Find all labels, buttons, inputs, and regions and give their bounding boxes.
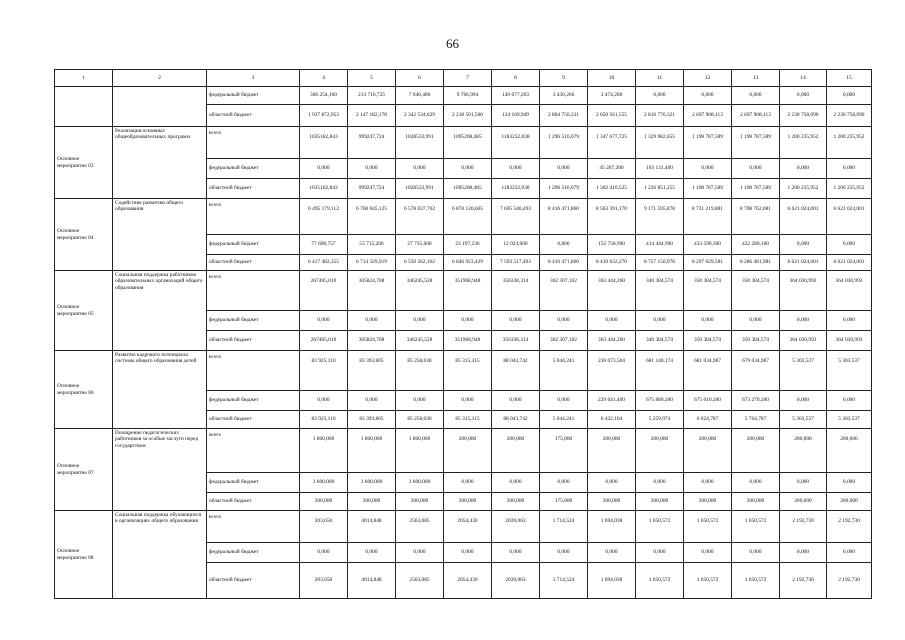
value-cell: 364 030,993 [780, 271, 827, 311]
value-cell: 340 384,574 [636, 271, 684, 311]
value-cell: 83 925,110 [300, 411, 348, 429]
value-cell: 1 600,000 [396, 473, 444, 493]
value-cell: 0,000 [300, 311, 348, 331]
value-cell: 1 198 787,589 [684, 179, 732, 199]
value-cell: 0,000 [827, 543, 872, 563]
value-cell: 0,000 [780, 311, 827, 331]
value-cell: 1 714,524 [540, 563, 588, 599]
value-cell: 0,000 [732, 473, 780, 493]
value-cell: 351968,948 [444, 271, 492, 311]
value-cell: 1 800,000 [300, 429, 348, 473]
value-cell: 0,000 [827, 235, 872, 255]
column-header: 2 [113, 70, 207, 87]
value-cell: 7 593 517,493 [492, 255, 540, 271]
budget-table [54, 69, 872, 599]
value-cell: 0,000 [540, 235, 588, 255]
source-label-regional: областной бюджет [207, 179, 300, 199]
value-cell: 53 715,206 [348, 235, 396, 255]
value-cell: 356338,314 [492, 271, 540, 311]
value-cell: 0,000 [827, 473, 872, 493]
source-label-total: всего [207, 199, 300, 235]
measure-title: Основное мероприятие 07 [55, 429, 113, 511]
source-label-federal: федеральный бюджет [207, 543, 300, 563]
value-cell: 0,000 [444, 473, 492, 493]
value-cell: 23 197,236 [444, 235, 492, 255]
value-cell: 340 384,574 [636, 331, 684, 351]
value-cell: 83 393,805 [348, 351, 396, 391]
value-cell: 0,000 [684, 543, 732, 563]
value-cell: 200,000 [492, 493, 540, 511]
column-header: 10 [588, 70, 636, 87]
value-cell: 83 393,805 [348, 411, 396, 429]
value-cell: 200,000 [780, 429, 827, 473]
value-cell: 362 307,102 [540, 331, 588, 351]
source-label-federal: федеральный бюджет [207, 159, 300, 179]
value-cell: 1 694,038 [588, 511, 636, 543]
value-cell: 675 010,200 [684, 391, 732, 411]
value-cell: 364 030,993 [780, 331, 827, 351]
column-header: 11 [636, 70, 684, 87]
value-cell: 9 171 595,878 [636, 199, 684, 235]
value-cell: 27 735,600 [396, 235, 444, 255]
source-label-regional: областной бюджет [207, 563, 300, 599]
value-cell: 422 280,100 [732, 235, 780, 255]
value-cell: 999247,724 [348, 127, 396, 159]
value-cell: 305824,708 [348, 331, 396, 351]
value-cell: 2563,085 [396, 563, 444, 599]
value-cell: 5 044,241 [540, 411, 588, 429]
value-cell: 675 880,200 [636, 391, 684, 411]
source-label-federal: федеральный бюджет [207, 391, 300, 411]
value-cell: 5 303,537 [827, 351, 872, 391]
value-cell: 0,000 [540, 391, 588, 411]
value-cell: 0,000 [492, 311, 540, 331]
value-cell: 2 697 908,113 [732, 105, 780, 127]
value-cell: 7 605 540,493 [492, 199, 540, 235]
value-cell: 6 024,787 [684, 411, 732, 429]
value-cell: 7 940,400 [396, 87, 444, 105]
value-cell: 346245,528 [396, 271, 444, 311]
column-header: 1 [55, 70, 113, 87]
value-cell: 1 600,000 [348, 473, 396, 493]
value-cell: 0,000 [588, 473, 636, 493]
value-cell: 6 621 024,001 [827, 199, 872, 235]
value-cell: 0,000 [684, 87, 732, 105]
value-cell: 2 218 501,500 [444, 105, 492, 127]
value-cell: 200,000 [827, 493, 872, 511]
value-cell: 2054,430 [444, 511, 492, 543]
value-cell: 0,000 [780, 87, 827, 105]
value-cell: 0,000 [780, 473, 827, 493]
value-cell: 200,000 [780, 493, 827, 511]
value-cell: 0,000 [827, 87, 872, 105]
measure-description: Реализация основных общеобразовательных программ [113, 127, 207, 199]
value-cell: 6 621 024,001 [827, 255, 872, 271]
value-cell: 1 650,572 [636, 563, 684, 599]
value-cell: 1 200 235,952 [780, 179, 827, 199]
value-cell: 351968,948 [444, 331, 492, 351]
value-cell: 2 697 908,113 [684, 105, 732, 127]
value-cell: 0,000 [300, 159, 348, 179]
value-cell: 2 192,730 [827, 563, 872, 599]
value-cell: 0,000 [588, 543, 636, 563]
value-cell: 200,000 [732, 493, 780, 511]
value-cell: 0,000 [540, 159, 588, 179]
value-cell: 1 198 787,589 [732, 179, 780, 199]
value-cell: 1183232,038 [492, 127, 540, 159]
value-cell: 229 641,400 [588, 391, 636, 411]
value-cell: 8 731 219,881 [684, 199, 732, 235]
measure-description: Социальная поддержка работников образовательных организаций общего образования [113, 271, 207, 351]
value-cell: 2039,063 [492, 511, 540, 543]
source-label-regional: областной бюджет [207, 493, 300, 511]
value-cell: 200,000 [684, 493, 732, 511]
value-cell: 0,000 [492, 159, 540, 179]
value-cell: 350 384,574 [732, 331, 780, 351]
value-cell: 0,000 [780, 159, 827, 179]
source-label-federal: федеральный бюджет [207, 311, 300, 331]
value-cell: 673 270,200 [732, 391, 780, 411]
value-cell: 200,000 [444, 493, 492, 511]
value-cell: 346245,528 [396, 331, 444, 351]
measure-title: Основное мероприятие 05 [55, 271, 113, 351]
value-cell: 175,000 [540, 429, 588, 473]
source-label-total: всего [207, 127, 300, 159]
value-cell: 0,000 [780, 235, 827, 255]
value-cell: 1 302 410,525 [588, 179, 636, 199]
value-cell: 9 766,994 [444, 87, 492, 105]
measure-total-row [55, 271, 872, 311]
value-cell: 1 296 516,079 [540, 179, 588, 199]
value-cell: 0,000 [732, 87, 780, 105]
column-header: 14 [780, 70, 827, 87]
header-row [55, 70, 872, 87]
value-cell: 1 200 235,952 [780, 127, 827, 159]
measure-total-row [55, 511, 872, 543]
value-cell: 2039,063 [492, 563, 540, 599]
value-cell: 0,000 [684, 159, 732, 179]
source-label-total: всего [207, 511, 300, 543]
column-header: 6 [396, 70, 444, 87]
value-cell: 8 416 471,860 [540, 199, 588, 235]
value-cell: 999247,724 [348, 179, 396, 199]
value-cell: 2 192,730 [827, 511, 872, 543]
column-header: 9 [540, 70, 588, 87]
measure-title: Основное мероприятие 06 [55, 351, 113, 429]
value-cell: 4014,848 [348, 511, 396, 543]
value-cell: 1 198 787,589 [684, 127, 732, 159]
value-cell: 1 650,572 [732, 511, 780, 543]
value-cell: 1035182,843 [300, 179, 348, 199]
value-cell: 1095208,485 [444, 127, 492, 159]
value-cell: 2 804 750,331 [540, 105, 588, 127]
value-cell: 1035182,843 [300, 127, 348, 159]
value-cell: 267405,010 [300, 331, 348, 351]
source-label-total: всего [207, 351, 300, 391]
value-cell: 679 034,987 [732, 351, 780, 391]
measure-description-cell [113, 87, 207, 127]
column-header: 12 [684, 70, 732, 87]
column-header: 5 [348, 70, 396, 87]
value-cell: 200,000 [588, 493, 636, 511]
value-cell: 236 073,504 [588, 351, 636, 391]
measure-description: Поощрение педагогических работников за особые заслуги перед государством [113, 429, 207, 511]
value-cell: 5 044,241 [540, 351, 588, 391]
measure-total-row [55, 429, 872, 473]
value-cell: 88 043,742 [492, 351, 540, 391]
source-label-total: всего [207, 429, 300, 473]
value-cell: 1 714,524 [540, 511, 588, 543]
value-cell: 200,000 [684, 429, 732, 473]
value-cell: 200,000 [492, 429, 540, 473]
value-cell: 1 800,000 [348, 429, 396, 473]
value-cell: 124 169,949 [492, 105, 540, 127]
value-cell: 0,000 [684, 311, 732, 331]
column-header: 3 [207, 70, 300, 87]
measure-total-row [55, 127, 872, 159]
value-cell: 1 200 235,952 [827, 179, 872, 199]
source-label-federal: федеральный бюджет [207, 235, 300, 255]
value-cell: 0,000 [348, 391, 396, 411]
value-cell: 2 816 776,321 [636, 105, 684, 127]
value-cell: 8 757 150,978 [636, 255, 684, 271]
value-cell: 85 258,030 [396, 411, 444, 429]
value-cell: 0,000 [732, 159, 780, 179]
value-cell: 77 696,757 [300, 235, 348, 255]
column-header: 4 [300, 70, 348, 87]
value-cell: 0,000 [684, 473, 732, 493]
source-label-federal: федеральный бюджет [207, 473, 300, 493]
value-cell: 0,000 [444, 159, 492, 179]
value-cell: 0,000 [492, 391, 540, 411]
value-cell: 0,000 [396, 311, 444, 331]
value-cell: 3 430,266 [540, 87, 588, 105]
value-cell: 6 846 923,429 [444, 255, 492, 271]
value-cell: 0,000 [396, 543, 444, 563]
value-cell: 8 708 762,081 [732, 199, 780, 235]
value-cell: 1 226 851,255 [636, 179, 684, 199]
value-cell: 203,650 [300, 563, 348, 599]
value-cell: 6 870 120,665 [444, 199, 492, 235]
value-cell: 5 303,537 [780, 411, 827, 429]
column-header: 8 [492, 70, 540, 87]
value-cell: 6 550 262,162 [396, 255, 444, 271]
value-cell: 2 230 758,090 [780, 105, 827, 127]
value-cell: 0,000 [444, 391, 492, 411]
value-cell: 1 600,000 [300, 473, 348, 493]
value-cell: 364 030,993 [827, 331, 872, 351]
value-cell: 2 230 758,090 [827, 105, 872, 127]
source-label-regional: областной бюджет [207, 255, 300, 271]
value-cell: 1 198 787,589 [732, 127, 780, 159]
value-cell: 0,000 [780, 391, 827, 411]
value-cell: 2054,430 [444, 563, 492, 599]
value-cell: 6 768 045,125 [348, 199, 396, 235]
value-cell: 356338,314 [492, 331, 540, 351]
value-cell: 267405,010 [300, 271, 348, 311]
value-cell: 1028533,991 [396, 179, 444, 199]
measure-total-row [55, 199, 872, 235]
value-cell: 1 200 235,952 [827, 127, 872, 159]
value-cell: 85 315,315 [444, 351, 492, 391]
value-cell: 200,000 [300, 493, 348, 511]
value-cell: 2 342 534,629 [396, 105, 444, 127]
value-cell: 362 307,102 [540, 271, 588, 311]
value-cell: 0,000 [492, 473, 540, 493]
column-header: 7 [444, 70, 492, 87]
value-cell: 175,000 [540, 493, 588, 511]
value-cell: 200,000 [348, 493, 396, 511]
value-cell: 85 315,315 [444, 411, 492, 429]
value-cell: 200,000 [636, 429, 684, 473]
value-cell: 213 716,725 [348, 87, 396, 105]
value-cell: 1 937 872,953 [300, 105, 348, 127]
value-cell: 149 077,263 [492, 87, 540, 105]
value-cell: 0,000 [396, 391, 444, 411]
value-cell: 0,000 [348, 159, 396, 179]
value-cell: 0,000 [396, 159, 444, 179]
value-cell: 350 384,574 [684, 331, 732, 351]
value-cell: 0,000 [588, 311, 636, 331]
value-cell: 8 563 391,170 [588, 199, 636, 235]
value-cell: 85 258,030 [396, 351, 444, 391]
value-cell: 8 410 632,270 [588, 255, 636, 271]
value-cell: 200,000 [732, 429, 780, 473]
value-cell: 433 590,300 [684, 235, 732, 255]
value-cell: 0,000 [636, 87, 684, 105]
value-cell: 0,000 [540, 311, 588, 331]
source-label-regional: областной бюджет [207, 331, 300, 351]
value-cell: 6 432,104 [588, 411, 636, 429]
continuation-federal-row [55, 87, 872, 105]
value-cell: 203,650 [300, 511, 348, 543]
value-cell: 363 444,260 [588, 331, 636, 351]
measure-title-cell [55, 87, 113, 127]
value-cell: 6 714 329,919 [348, 255, 396, 271]
value-cell: 5 303,537 [827, 411, 872, 429]
value-cell: 0,000 [827, 311, 872, 331]
value-cell: 0,000 [444, 311, 492, 331]
value-cell: 0,000 [444, 543, 492, 563]
value-cell: 103 131,400 [636, 159, 684, 179]
value-cell: 6 621 024,001 [780, 199, 827, 235]
value-cell: 0,000 [827, 159, 872, 179]
value-cell: 2 650 561,555 [588, 105, 636, 127]
source-label-regional: областной бюджет [207, 411, 300, 429]
measure-title: Основное мероприятие 03 [55, 127, 113, 199]
measure-title: Основное мероприятие 04 [55, 199, 113, 271]
measure-description: Содействие развитию общего образования [113, 199, 207, 271]
value-cell: 200,000 [588, 429, 636, 473]
source-label-total: всего [207, 271, 300, 311]
value-cell: 45 267,200 [588, 159, 636, 179]
value-cell: 0,000 [827, 391, 872, 411]
value-cell: 0,000 [636, 311, 684, 331]
value-cell: 1 800,000 [396, 429, 444, 473]
source-label-federal: федеральный бюджет [207, 87, 300, 105]
column-header: 13 [732, 70, 780, 87]
value-cell: 0,000 [732, 543, 780, 563]
value-cell: 2 147 182,178 [348, 105, 396, 127]
value-cell: 681 034,987 [684, 351, 732, 391]
value-cell: 12 023,000 [492, 235, 540, 255]
measure-total-row [55, 351, 872, 391]
value-cell: 0,000 [348, 543, 396, 563]
value-cell: 363 444,260 [588, 271, 636, 311]
value-cell: 1 296 516,079 [540, 127, 588, 159]
value-cell: 1 650,572 [636, 511, 684, 543]
value-cell: 1028533,991 [396, 127, 444, 159]
page-number: 66 [446, 36, 459, 51]
measure-description: Социальная поддержка обучающихся в организациях общего образования [113, 511, 207, 599]
value-cell: 8 416 471,860 [540, 255, 588, 271]
value-cell: 414 444,900 [636, 235, 684, 255]
value-cell: 152 758,900 [588, 235, 636, 255]
value-cell: 8 297 629,581 [684, 255, 732, 271]
value-cell: 0,000 [732, 311, 780, 331]
value-cell: 4014,848 [348, 563, 396, 599]
value-cell: 681 140,174 [636, 351, 684, 391]
value-cell: 200,000 [396, 493, 444, 511]
value-cell: 0,000 [780, 543, 827, 563]
source-label-regional: областной бюджет [207, 105, 300, 127]
value-cell: 1 694,038 [588, 563, 636, 599]
value-cell: 1 650,572 [732, 563, 780, 599]
value-cell: 0,000 [348, 311, 396, 331]
value-cell: 1 347 677,725 [588, 127, 636, 159]
value-cell: 8 286 481,981 [732, 255, 780, 271]
value-cell: 200,000 [636, 493, 684, 511]
value-cell: 83 925,110 [300, 351, 348, 391]
value-cell: 0,000 [300, 391, 348, 411]
value-cell: 5 303,537 [780, 351, 827, 391]
value-cell: 6 578 037,762 [396, 199, 444, 235]
value-cell: 5 259,974 [636, 411, 684, 429]
value-cell: 200,000 [444, 429, 492, 473]
value-cell: 6 417 482,355 [300, 255, 348, 271]
value-cell: 3 474,200 [588, 87, 636, 105]
value-cell: 6 495 179,112 [300, 199, 348, 235]
measure-title: Основное мероприятие 08 [55, 511, 113, 599]
value-cell: 1 650,572 [684, 511, 732, 543]
value-cell: 306 254,100 [300, 87, 348, 105]
value-cell: 1 650,572 [684, 563, 732, 599]
value-cell: 350 384,574 [732, 271, 780, 311]
measure-description: Развитие кадрового потенциала системы общего образования детей [113, 351, 207, 429]
value-cell: 5 764,787 [732, 411, 780, 429]
value-cell: 0,000 [300, 543, 348, 563]
value-cell: 1095208,485 [444, 179, 492, 199]
value-cell: 200,000 [827, 429, 872, 473]
column-header: 15 [827, 70, 872, 87]
value-cell: 1 329 982,655 [636, 127, 684, 159]
value-cell: 2563,085 [396, 511, 444, 543]
value-cell: 1183232,038 [492, 179, 540, 199]
value-cell: 0,000 [540, 473, 588, 493]
value-cell: 0,000 [636, 543, 684, 563]
value-cell: 2 192,730 [780, 511, 827, 543]
value-cell: 6 621 024,001 [780, 255, 827, 271]
value-cell: 88 043,742 [492, 411, 540, 429]
value-cell: 2 192,730 [780, 563, 827, 599]
value-cell: 305824,708 [348, 271, 396, 311]
value-cell: 0,000 [540, 543, 588, 563]
value-cell: 0,000 [636, 473, 684, 493]
value-cell: 364 030,993 [827, 271, 872, 311]
value-cell: 350 384,574 [684, 271, 732, 311]
value-cell: 0,000 [492, 543, 540, 563]
